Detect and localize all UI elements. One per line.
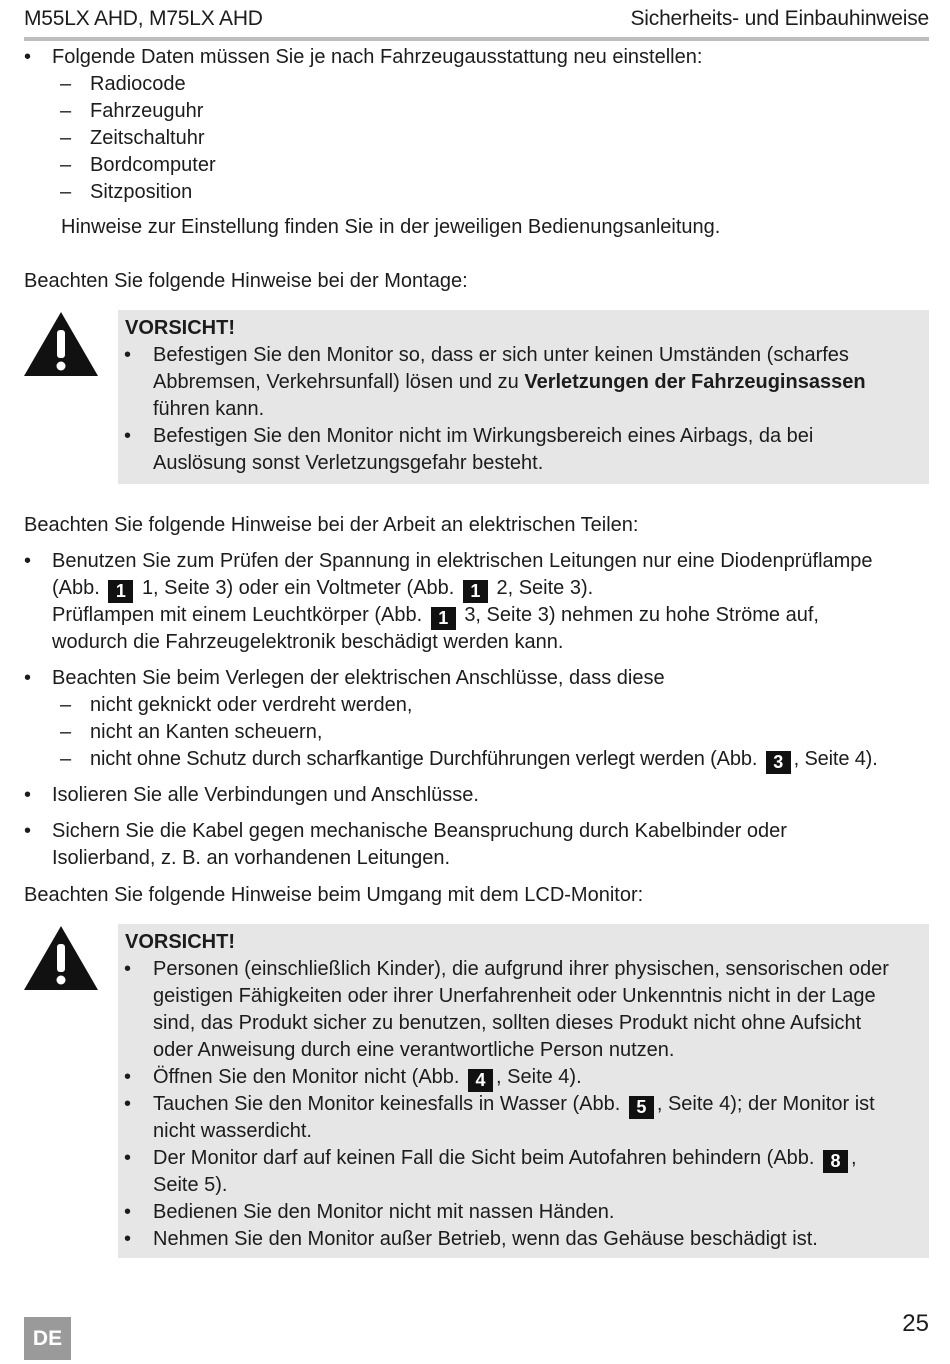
bullet: • (24, 46, 32, 68)
list-item: Bordcomputer (90, 154, 216, 176)
page-header (24, 7, 929, 37)
header-section-title: Sicherheits- und Einbauhinweise (630, 7, 929, 30)
warning-box: VORSICHT! • Personen (einschließlich Kinder), die aufgrund ihrer physischen, sensorischen oder geistigen Fähigkeiten oder ihrer Unerfahrenheit oder Unkenntnis nicht in der Lage sind, das Produkt sicher zu benutzen, sollten dieses Produkt nicht ohne Aufsicht oder Anweisung durch eine verantwortliche Person nutzen. • Öffnen Sie den Monitor nicht (Abb. 4 , Seite 4). • Tauchen Sie den Monitor keinesfalls in Wasser (Abb. 5 , Seite 4); der Monitor ist nicht wasserdicht. • Der Monitor darf auf keinen Fall die Sicht beim Autofahren behindern (Abb. 8 , Seite 5). • Bedienen Sie den Monitor nicht mit nassen Händen. • Nehmen Sie den Monitor außer Betrieb, wenn das Gehäuse beschädigt ist. (118, 924, 929, 1258)
page-number: 25 (902, 1310, 929, 1337)
figure-ref-badge: 1 (108, 580, 133, 603)
electrical-bullet-3: • Isolieren Sie alle Verbindungen und Anschlüsse. (24, 784, 479, 806)
warning-triangle-icon (22, 924, 100, 992)
figure-ref-badge: 8 (823, 1150, 848, 1173)
electrical-bullet-1: • Benutzen Sie zum Prüfen der Spannung in elektrischen Leitungen nur eine Diodenprüflampe (Abb. 1 1, Seite 3) oder ein Voltmeter (Abb. 1 2, Seite 3). Prüflampen mit einem Leuchtkörper (Abb. 1 3, Seite 3) nehmen zu hohe Ströme auf, wodurch die Fahrzeugelektronik beschädigt werden kann. (24, 550, 873, 653)
settings-bullet: Folgende Daten müssen Sie je nach Fahrzeugausstattung neu einstellen: (52, 46, 703, 68)
header-model: M55LX AHD, M75LX AHD (24, 7, 263, 30)
figure-ref-badge: 1 (431, 607, 456, 630)
settings-section: • Folgende Daten müssen Sie je nach Fahrzeugausstattung neu einstellen: – Radiocode – Fahrzeuguhr – Zeitschaltuhr – Bordcomputer – Sitzposition (24, 44, 929, 206)
emphasis: Verletzungen der Fahrzeuginsassen (524, 371, 866, 393)
electrical-bullet-2: • Beachten Sie beim Verlegen der elektrischen Anschlüsse, dass diese – nicht geknickt oder verdreht werden, – nicht an Kanten scheuern, – nicht ohne Schutz durch scharfkantige Durchführungen verlegt werden (Abb. 3 , Seite 4). (24, 667, 878, 772)
header-rule (24, 37, 929, 41)
list-item: Zeitschaltuhr (90, 127, 205, 149)
figure-ref-badge: 5 (629, 1096, 654, 1119)
warning-title: VORSICHT! (125, 317, 235, 339)
warning-triangle-icon (22, 310, 100, 378)
settings-note: Hinweise zur Einstellung finden Sie in der jeweiligen Bedienungsanleitung. (61, 216, 721, 238)
warning-title: VORSICHT! (125, 931, 235, 953)
list-item: Fahrzeuguhr (90, 100, 204, 122)
list-item: Radiocode (90, 73, 186, 95)
electrical-bullet-4: • Sichern Sie die Kabel gegen mechanische Beanspruchung durch Kabelbinder oder Isolierband, z. B. an vorhandenen Leitungen. (24, 820, 787, 869)
lcd-intro: Beachten Sie folgende Hinweise beim Umgang mit dem LCD-Monitor: (24, 884, 644, 906)
warning-box: VORSICHT! • Befestigen Sie den Monitor so, dass er sich unter keinen Umständen (scharfes Abbremsen, Verkehrsunfall) lösen und zu Verletzungen der Fahrzeuginsassen führen kann. • Befestigen Sie den Monitor nicht im Wirkungsbereich eines Airbags, da bei Auslösung sonst Verletzungsgefahr besteht. (118, 310, 929, 484)
figure-ref-badge: 1 (463, 580, 488, 603)
list-item: Sitzposition (90, 181, 193, 203)
electrical-intro: Beachten Sie folgende Hinweise bei der Arbeit an elektrischen Teilen: (24, 514, 639, 536)
figure-ref-badge: 4 (468, 1069, 493, 1092)
montage-intro: Beachten Sie folgende Hinweise bei der Montage: (24, 270, 468, 292)
figure-ref-badge: 3 (766, 751, 791, 774)
language-badge: DE (24, 1317, 71, 1360)
